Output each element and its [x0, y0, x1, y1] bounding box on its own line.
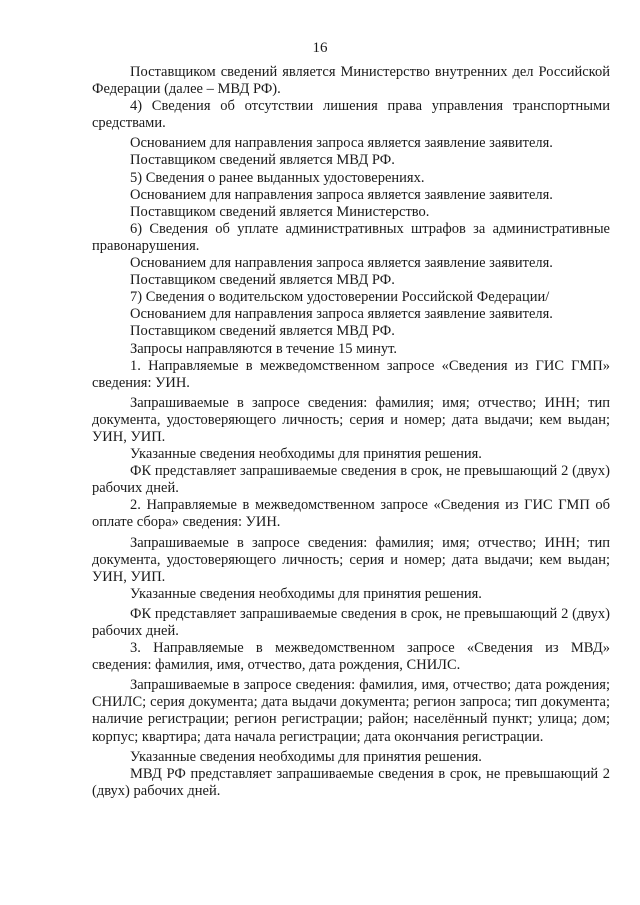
paragraph: 7) Сведения о водительском удостоверении Российской Федерации/	[130, 289, 550, 306]
paragraph: МВД РФ представляет запрашиваемые сведения в срок, не превышающий 2 (двух) рабочих дней.	[92, 765, 610, 799]
paragraph: Указанные сведения необходимы для принятия решения.	[130, 585, 482, 602]
paragraph: Указанные сведения необходимы для принятия решения.	[130, 446, 482, 463]
paragraph: Поставщиком сведений является МВД РФ.	[130, 152, 395, 169]
paragraph: Основанием для направления запроса является заявление заявителя.	[130, 186, 553, 203]
paragraph: Основанием для направления запроса является заявление заявителя.	[130, 255, 553, 272]
paragraph: Поставщиком сведений является МВД РФ.	[130, 323, 395, 340]
page-number: 16	[312, 40, 328, 56]
paragraph: Запросы направляются в течение 15 минут.	[130, 340, 397, 357]
paragraph: Поставщиком сведений является Министерство внутренних дел Российской Федерации (далее – МВД РФ).	[92, 64, 610, 98]
paragraph: 6) Сведения об уплате административных штрафов за административные правонарушения.	[92, 220, 610, 254]
paragraph: Указанные сведения необходимы для принятия решения.	[130, 748, 482, 765]
paragraph: Запрашиваемые в запросе сведения: фамилия, имя, отчество; дата рождения; СНИЛС; серия документа; дата выдачи документа; регион запроса; тип документа; наличие регистрации; регион регистрации; район; населённый пункт; улица; дом; корпус; квартира; дата начала регистрации; дата окончания регистрации.	[92, 677, 610, 745]
paragraph: Поставщиком сведений является МВД РФ.	[130, 272, 395, 289]
paragraph: 3. Направляемые в межведомственном запросе «Сведения из МВД» сведения: фамилия, имя, отчество, дата рождения, СНИЛС.	[92, 640, 610, 674]
paragraph: 5) Сведения о ранее выданных удостоверениях.	[130, 169, 425, 186]
paragraph: Запрашиваемые в запросе сведения: фамилия; имя; отчество; ИНН; тип документа, удостоверяющего личность; серия и номер; дата выдачи; кем выдан; УИН, УИП.	[92, 394, 610, 445]
paragraph: ФК представляет запрашиваемые сведения в срок, не превышающий 2 (двух) рабочих дней.	[92, 463, 610, 497]
paragraph: Основанием для направления запроса является заявление заявителя.	[130, 306, 553, 323]
paragraph: Поставщиком сведений является Министерство.	[130, 203, 430, 220]
document-body	[92, 64, 610, 800]
paragraph: Основанием для направления запроса является заявление заявителя.	[130, 135, 553, 152]
paragraph: 4) Сведения об отсутствии лишения права управления транспортными средствами.	[92, 98, 610, 132]
paragraph: Запрашиваемые в запросе сведения: фамилия; имя; отчество; ИНН; тип документа, удостоверяющего личность; серия и номер; дата выдачи; кем выдан; УИН, УИП.	[92, 534, 610, 585]
paragraph: 1. Направляемые в межведомственном запросе «Сведения из ГИС ГМП» сведения: УИН.	[92, 357, 610, 391]
paragraph: 2. Направляемые в межведомственном запросе «Сведения из ГИС ГМП об оплате сбора» сведения: УИН.	[92, 497, 610, 531]
paragraph: ФК представляет запрашиваемые сведения в срок, не превышающий 2 (двух) рабочих дней.	[92, 605, 610, 639]
